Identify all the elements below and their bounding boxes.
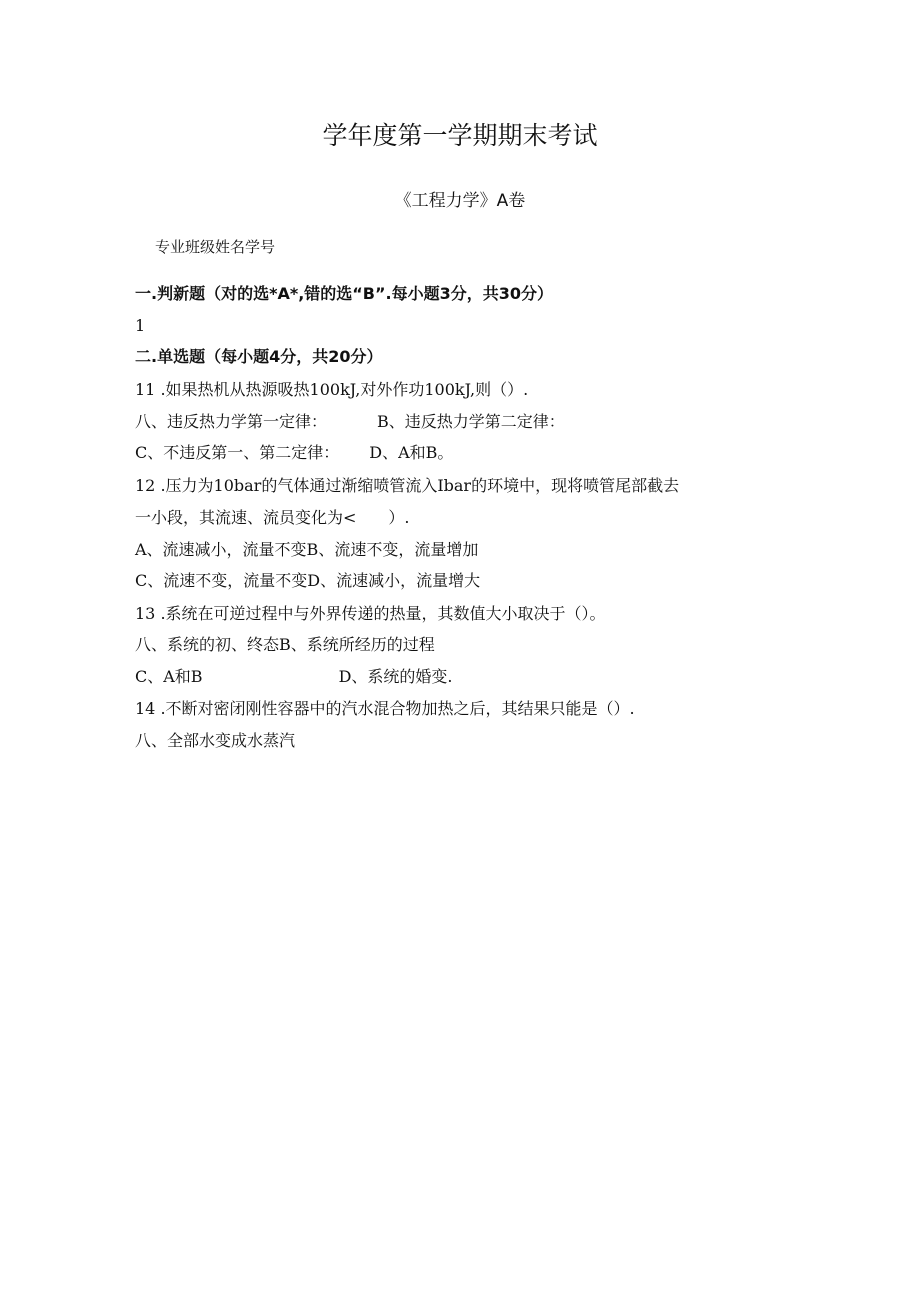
q13-option-d: D、系统的婚变. — [338, 667, 453, 686]
q11-option-c: C、不违反第一、第二定律： — [135, 443, 340, 462]
q12-options-ab: A、流速减小，流量不变B、流速不变，流量增加 — [135, 540, 479, 559]
q14-option-a: 八、全部水变成水蒸汽 — [135, 731, 296, 750]
q14-stem: 14 .不断对密闭刚性容器中的汽水混合物加热之后，其结果只能是（）. — [135, 699, 635, 718]
q13-options-cd — [135, 667, 452, 687]
q11-options-ab — [135, 412, 565, 432]
paper-subtitle: 《工程力学》A卷 — [394, 191, 526, 211]
q11-option-a: 八、违反热力学第一定律： — [135, 412, 328, 431]
q11-options-cd — [135, 443, 453, 463]
q11-option-d: D、A和B。 — [369, 443, 454, 462]
q11-option-b: B、违反热力学第二定律： — [377, 412, 565, 431]
section1-content: 1 — [135, 316, 146, 335]
student-info-line: 专业班级姓名学号 — [155, 238, 276, 256]
q13-options-ab: 八、系统的初、终态B、系统所经历的过程 — [135, 635, 435, 654]
q12-stem-line1: 12 .压力为10bar的气体通过渐缩喷管流入Ibar的环境中，现将喷管尾部截去 — [135, 476, 680, 495]
page-title: 学年度第一学期期末考试 — [322, 121, 598, 150]
q11-stem: 11 .如果热机从热源吸热100kJ,对外作功100kJ,则（）. — [135, 380, 529, 399]
section2-heading: 二.单选题（每小题4分，共20分） — [135, 347, 383, 366]
section1-heading: 一.判新题（对的选*A*,错的选“B”.每小题3分，共30分） — [135, 284, 553, 303]
q13-option-c: C、A和B — [135, 667, 203, 686]
q12-stem-line2: 一小段，其流速、流员变化为< ）. — [135, 508, 410, 527]
q13-stem: 13 .系统在可逆过程中与外界传递的热量，其数值大小取决于（）。 — [135, 604, 606, 623]
q12-options-cd: C、流速不变，流量不变D、流速减小，流量增大 — [135, 571, 481, 590]
